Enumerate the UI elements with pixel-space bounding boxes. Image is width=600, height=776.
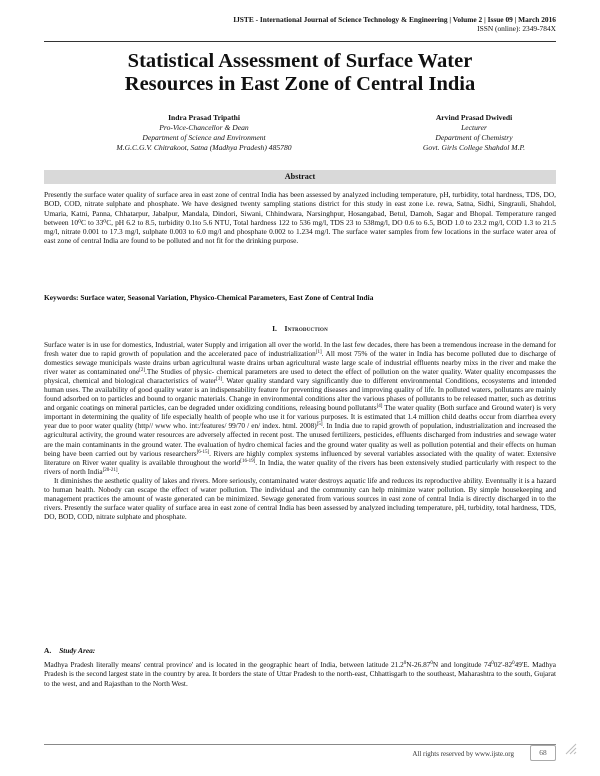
introduction-body — [44, 340, 556, 521]
citation: [6-15] — [196, 449, 210, 455]
author-1-institution: M.G.C.G.V. Chitrakoot, Satna (Madhya Pradesh) 485780 — [116, 143, 292, 152]
author-2-name: Arvind Prasad Dwivedi — [435, 113, 513, 122]
subsection-title: Study Area: — [59, 646, 96, 655]
author-1-department: Department of Science and Environment — [142, 133, 266, 142]
citation: [4] — [376, 404, 383, 410]
section-number: I. — [272, 324, 277, 333]
subsection-number: A. — [44, 646, 52, 655]
intro-paragraph-1: Surface water is in use for domestics, Industrial, water Supply and irrigation all over the world. In the last few decades, there has been a tremendous increase in the demand for fresh water due to rapid growth of population and the accelerated pace of industrialization[1]. All most 75% of the water in India has become polluted due to discharge of domestics sewage municipals waste drains urban agricultural waste drains urban agricultural waste large scale of industrial effluents nearby mixs in the river and make the river water as contaminated one[2].The Studies of physic- chemical parameters are used to detect the effect of pollution on the water quality. Water quality encompasses the physical, chemical and biological characteristics of water[3]. Water quality standard vary significantly due to different environmental Conditions, ecosystems and intended human uses. The availability of good quality water is an indispensability feature for preventing diseases and improving quality of life. In polluted waters, pollutants are mainly found adsorbed on to particles and bound to organic materials. Change in environmental conditions alter the various phases of pollutants to be released matter, such as detritus and organic coatings on mineral particles, can be degraded under oxidizing conditions, releasing bound pollutants[4] The water quality (Both surface and Ground water) is very important in determining the quality of life especially health of people who use it for various purposes. It is estimated that 1.4 million child deaths occur from diarrhea every year due to poor water quality (http// www who. int:/features/ 99/70 / en/ index. html. 2008)[5]. In India due to rapid growth of population, industrialization and increased the agricultural activity, the ground water resources are adversely affected in recent post. The unused fertilizers, pesticides, effluents discharged from industries and sewage water are the main contaminants in the ground water. The evaluation of hydro chemical facies and the ground water quality as well as pollution potential and their effects on human being have been carried out by various researchers[6-15]. Rivers are highly complex systems influenced by several variables associated with the quality of water. Extensive literature on River water quality is available throughout the world[16-19]. In India, the water quality of the rivers has been extensively studied particularly with respect to the rivers of north India[20-21]. — [44, 340, 557, 476]
author-1 — [99, 113, 309, 153]
paper-title — [44, 50, 556, 96]
title-line-1: Statistical Assessment of Surface Water — [127, 50, 473, 72]
intro-paragraph-2: It diminishes the aesthetic quality of lakes and rivers. More seriously, contaminated water destroys aquatic life and reduces its reproductive ability. Eventually it is a hazard to human health. Nobody can escape the effect of water pollution. The individual and the community can help minimize water pollution. By simple housekeeping and management practices the amount of waste generated can be minimized. Sewage generated from various sources in east zone of central India is directly discharged in to the rivers. Presently the surface water quality of surface area in east zone of central India has been assessed by analyzed including temperature, pH, turbidity, total hardness, TDS, DO, BOD, COD, nitrate sulphate and phosphate. — [44, 475, 556, 521]
abstract-text: Presently the surface water quality of surface area in east zone of central India has been assessed by analyzed including temperature, pH, turbidity, total hardness, TDS, DO, BOD, COD, nitrate sulphate and phosphate. We have designed twenty sampling stations district for this study in east zone i.e. rewa, Satna, Sidhi, Singrauli, Shahdol, Umaria, Katni, Panna, Chhatarpur, Jabalpur, Mandala, Dindori, Siwani, Chhindwara, Narsinghpur, Hosangabad, Betul, Damoh, Sagar and Bhopal. Temperature ranged between 10⁰C to 33⁰C, pH 6.2 to 8.5, turbidity 0.1to 5.6 NTU, Total hardness 122 to 536 mg/l, TDS 23 to 538mg/l, DO 0.6 to 6.5, BOD 1.0 to 23.2 mg/l, COD 1.3 to 21.5 mg/l, nitrate 0.001 to 17.3 mg/l, sulphate 0.003 to 6.0 mg/l and phosphate 0.002 to 1.234 mg/l. The surface water samples from few locations in the surface water area of east zone of central India are found to be polluted and not fit for the drinking purpose. — [44, 190, 556, 246]
journal-citation: IJSTE - International Journal of Science Technology & Engineering | Volume 2 | Issue 09 | March 2016 — [233, 15, 556, 24]
footer-rule — [44, 744, 556, 745]
footer-rights: All rights reserved by www.ijste.org — [412, 750, 514, 758]
page-corner-icon — [564, 742, 578, 756]
citation: [16-19] — [240, 458, 256, 464]
author-2-role: Lecturer — [461, 123, 487, 132]
page-number: 68 — [530, 745, 556, 761]
keywords: Keywords: Surface water, Seasonal Variation, Physico-Chemical Parameters, East Zone of Central India — [44, 293, 374, 302]
citation: [20-21] — [102, 467, 118, 473]
header-rule — [44, 41, 556, 42]
title-line-2: Resources in East Zone of Central India — [124, 73, 476, 95]
author-block — [44, 113, 556, 163]
journal-header — [233, 15, 556, 33]
citation: [3] — [216, 377, 222, 383]
section-heading — [44, 324, 556, 334]
abstract-heading: Abstract — [44, 170, 556, 184]
author-2-institution: Govt. Girls College Shahdol M.P. — [422, 143, 526, 152]
study-area-paragraph: Madhya Pradesh literally means' central province' and is located in the geographic heart of India, between latitude 21.2$^0$N-26.87$^0$N and longitude $74^002'-82^049'E$. Madhya Pradesh is the second largest state in the country by area. It borders the state of Uttar Pradesh to the north-east, Chhattisgarh to the southeast, Maharashtra to the south, Gujarat to the west, and and Rajasthan to the North West. — [44, 660, 556, 688]
citation: [1] — [315, 350, 322, 356]
citation: [2] — [139, 368, 146, 374]
author-2 — [364, 113, 584, 153]
citation: [5] — [316, 422, 323, 428]
journal-issn: ISSN (online): 2349-784X — [477, 24, 556, 33]
author-1-role: Pro-Vice-Chancellor & Dean — [159, 123, 249, 132]
author-2-department: Department of Chemistry — [435, 133, 513, 142]
section-title: Introduction — [284, 324, 328, 333]
subsection-heading — [44, 646, 95, 656]
author-1-name: Indra Prasad Tripathi — [168, 113, 240, 122]
